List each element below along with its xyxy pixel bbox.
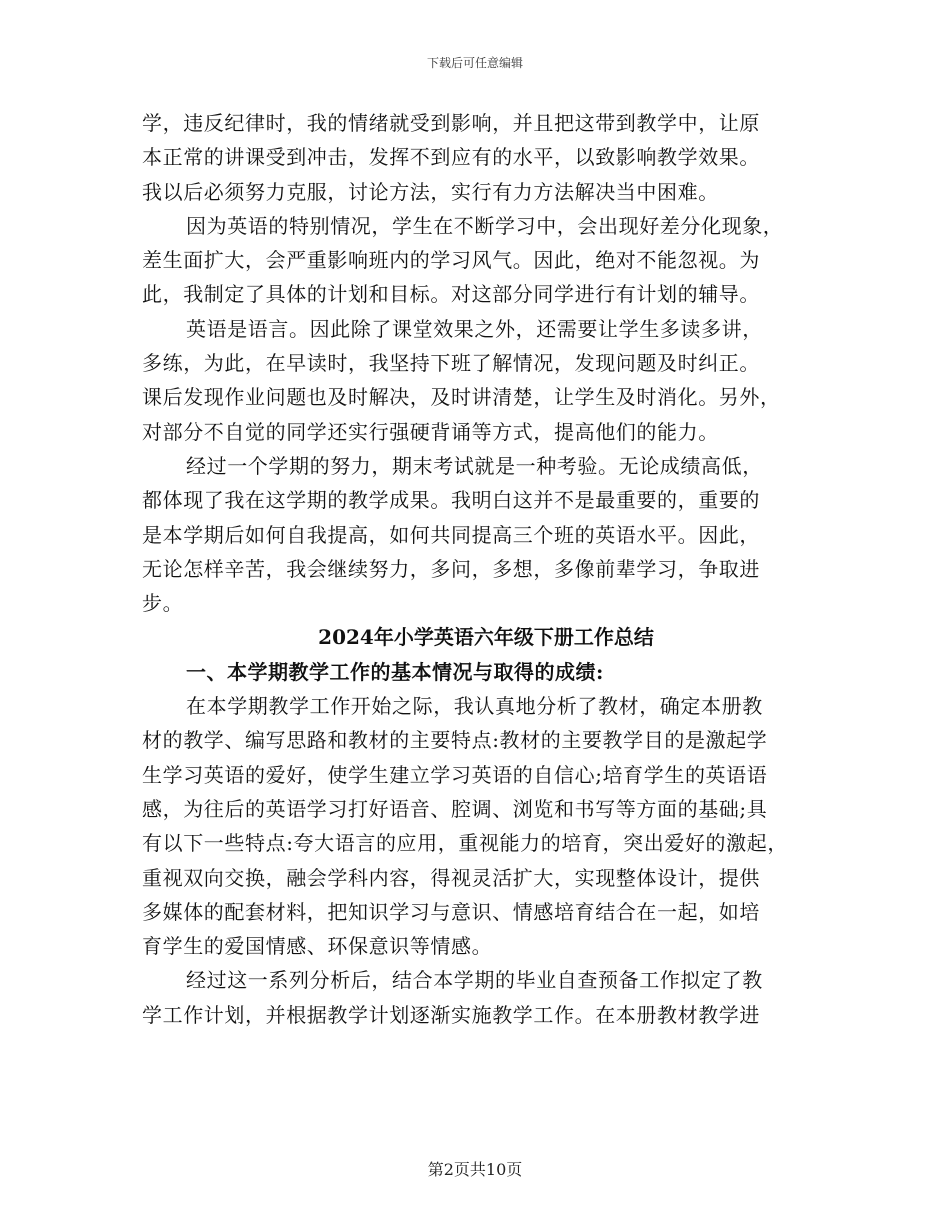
text-line: 差生面扩大，会严重影响班内的学习风气。因此，绝对不能忽视。为 bbox=[142, 248, 760, 273]
text-line: 经过一个学期的努力，期末考试就是一种考验。无论成绩高低， bbox=[186, 453, 763, 478]
paragraph-semester-result bbox=[142, 449, 822, 620]
text-line: 对部分不自觉的同学还实行强硬背诵等方式，提高他们的能力。 bbox=[142, 419, 719, 444]
paragraph-teaching-plan bbox=[142, 963, 822, 1032]
text-line: 都体现了我在这学期的教学成果。我明白这并不是最重要的，重要的 bbox=[142, 488, 760, 513]
text-line: 多媒体的配套材料，把知识学习与意识、情感培育结合在一起，如培 bbox=[142, 899, 760, 924]
text-line: 在本学期教学工作开始之际，我认真地分析了教材，确定本册教 bbox=[186, 694, 763, 719]
text-line: 生学习英语的爱好，使学生建立学习英语的自信心;培育学生的英语语 bbox=[142, 762, 768, 787]
text-line: 我以后必须努力克服，讨论方法，实行有力方法解决当中困难。 bbox=[142, 179, 719, 204]
text-line: 无论怎样辛苦，我会继续努力，多问，多想，多像前辈学习，争取进 bbox=[142, 556, 760, 581]
text-line: 学工作计划，并根据教学计划逐渐实施教学工作。在本册教材教学进 bbox=[142, 1002, 760, 1027]
paragraph-language-practice bbox=[142, 312, 822, 449]
page-header: 下载后可任意编辑 bbox=[426, 56, 523, 70]
document-title: 2024年小学英语六年级下册工作总结 bbox=[318, 625, 654, 650]
text-line: 重视双向交换，融会学科内容，得视灵活扩大，实现整体设计，提供 bbox=[142, 865, 760, 890]
text-line: 此，我制定了具体的计划和目标。对这部分同学进行有计划的辅导。 bbox=[142, 282, 760, 307]
text-line: 经过这一系列分析后，结合本学期的毕业自查预备工作拟定了教 bbox=[186, 968, 763, 993]
text-line: 学，违反纪律时，我的情绪就受到影响，并且把这带到教学中，让原 bbox=[142, 111, 760, 135]
text-line: 多练，为此，在早读时，我坚持下班了解情况，发现问题及时纠正。 bbox=[142, 351, 760, 376]
paragraph-discipline bbox=[142, 106, 822, 209]
text-line: 感，为往后的英语学习打好语音、腔调、浏览和书写等方面的基础;具 bbox=[142, 796, 768, 821]
text-line: 有以下一些特点:夸大语言的应用，重视能力的培育，突出爱好的激起， bbox=[142, 831, 788, 856]
text-line: 课后发现作业问题也及时解决，及时讲清楚，让学生及时消化。另外， bbox=[142, 385, 781, 410]
text-line: 本正常的讲课受到冲击，发挥不到应有的水平，以致影响教学效果。 bbox=[142, 145, 760, 170]
text-line: 因为英语的特别情况，学生在不断学习中，会出现好差分化现象， bbox=[186, 213, 784, 238]
page-number: 第2页共10页 bbox=[427, 1160, 523, 1179]
paragraph-weak-students bbox=[142, 209, 822, 312]
paragraph-textbook-analysis bbox=[142, 689, 822, 963]
text-line: 材的教学、编写思路和教材的主要特点:教材的主要教学目的是激起学 bbox=[142, 728, 768, 753]
document-body bbox=[142, 106, 822, 1032]
text-line: 英语是语言。因此除了课堂效果之外，还需要让学生多读多讲， bbox=[186, 316, 763, 341]
section-heading: 一、本学期教学工作的基本情况与取得的成绩: bbox=[186, 659, 604, 684]
text-line: 育学生的爱国情感、环保意识等情感。 bbox=[142, 934, 493, 959]
text-line: 是本学期后如何自我提高，如何共同提高三个班的英语水平。因此， bbox=[142, 522, 760, 547]
text-line: 步。 bbox=[142, 591, 184, 616]
